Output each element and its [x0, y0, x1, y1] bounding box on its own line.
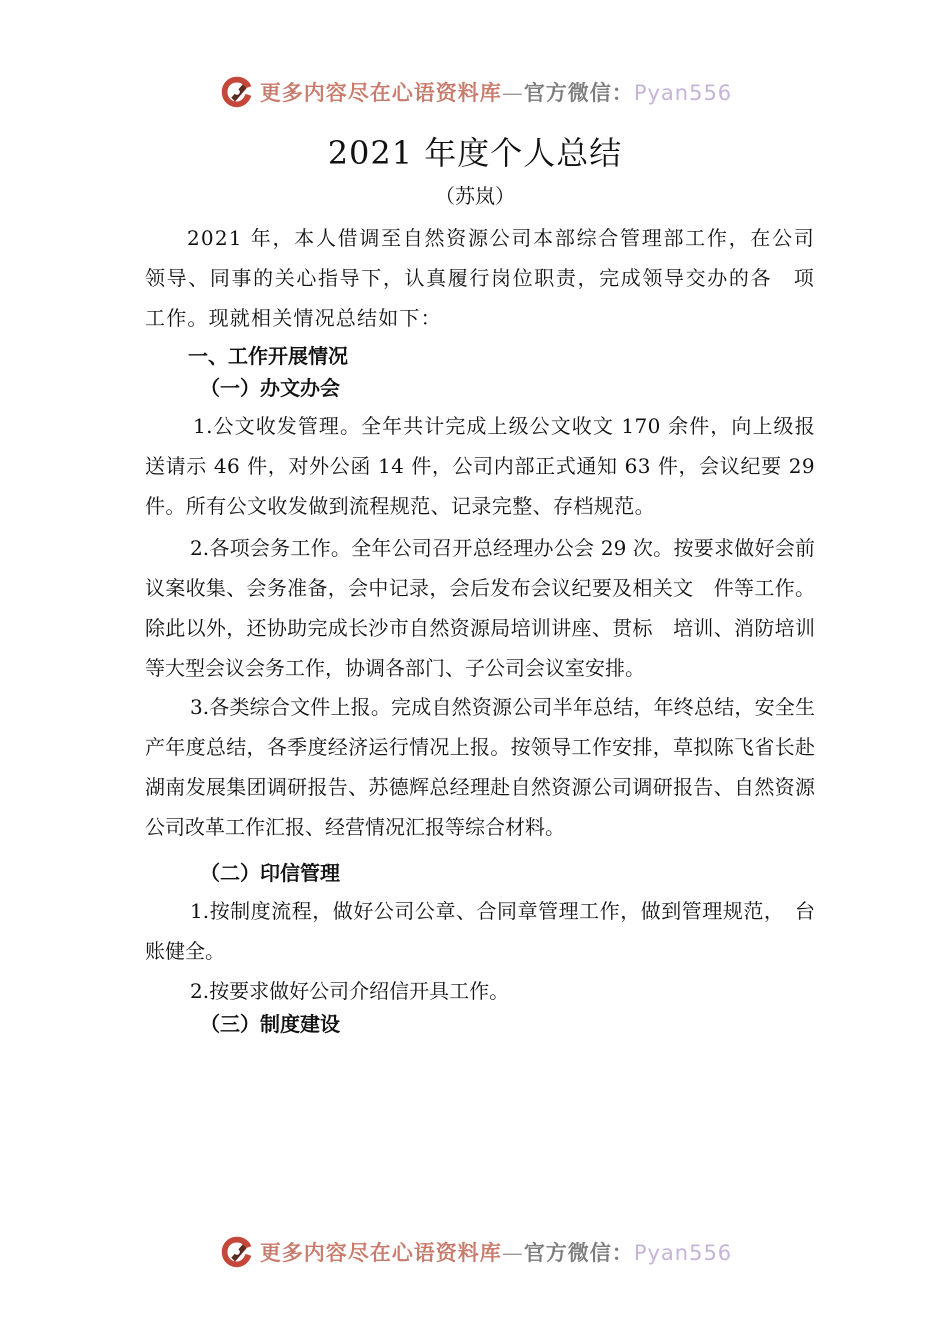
paragraph-meeting-work: 2.各项会务工作。全年公司召开总经理办公会 29 次。按要求做好会前议案收集、会务准备，会中记录，会后发布会议纪要及相关文 件等工作。除此以外，还协助完成长沙市自然资源局培训讲座、贯标 培训、消防培训等大型会议会务工作，协调各部门、子公司会议室安排。 — [145, 536, 815, 680]
paragraph-document-handling: 1.公文收发管理。全年共计完成上级公文收文 170 余件，向上级报送请示 46 件，对外公函 14 件，公司内部正式通知 63 件，会议纪要 29 件。所有公文收发做到流程规范、记录完整、存档规范。 — [145, 414, 815, 518]
watermark-main: 更多内容尽在心语资料库 — [259, 1240, 502, 1265]
paragraph-report-submission: 3.各类综合文件上报。完成自然资源公司半年总结，年终总结，安全生产年度总结，各季度经济运行情况上报。按领导工作安排，草拟陈飞省长赴湖南发展集团调研报告、苏德辉总经理赴自然资源公司调研报告、自然资源公司改革工作汇报、经营情况汇报等综合材料。 — [145, 695, 815, 839]
intro-paragraph: 2021 年，本人借调至自然资源公司本部综合管理部工作，在公司领导、同事的关心指导下，认真履行岗位职责，完成领导交办的各 项工作。现就相关情况总结如下： — [145, 226, 815, 330]
paragraph-seal-management: 1.按制度流程，做好公司公章、合同章管理工作，做到管理规范， 台账健全。 — [145, 899, 815, 963]
section-heading-1: 一、工作开展情况 — [188, 344, 348, 368]
watermark-footer — [0, 1232, 950, 1272]
watermark-header — [0, 72, 950, 112]
watermark-dash: — — [501, 1241, 524, 1265]
watermark-main: 更多内容尽在心语资料库 — [259, 80, 502, 105]
document-title: 2021 年度个人总结 — [327, 134, 623, 172]
subsection-heading-1: （一）办文办会 — [200, 376, 340, 400]
bookstore-logo-icon — [218, 73, 256, 111]
watermark-official: 官方微信： — [523, 80, 634, 105]
subsection-heading-3: （三）制度建设 — [200, 1012, 340, 1036]
subsection-heading-2: （二）印信管理 — [200, 861, 340, 885]
watermark-wechat-id: Pyan556 — [633, 81, 733, 105]
watermark-text — [260, 1237, 732, 1267]
watermark-text — [260, 77, 732, 107]
document-author: （苏岚） — [435, 184, 515, 208]
paragraph-introduction-letters: 2.按要求做好公司介绍信开具工作。 — [190, 979, 510, 1003]
watermark-wechat-id: Pyan556 — [633, 1241, 733, 1265]
watermark-official: 官方微信： — [523, 1240, 634, 1265]
watermark-dash: — — [501, 81, 524, 105]
bookstore-logo-icon — [218, 1233, 256, 1271]
